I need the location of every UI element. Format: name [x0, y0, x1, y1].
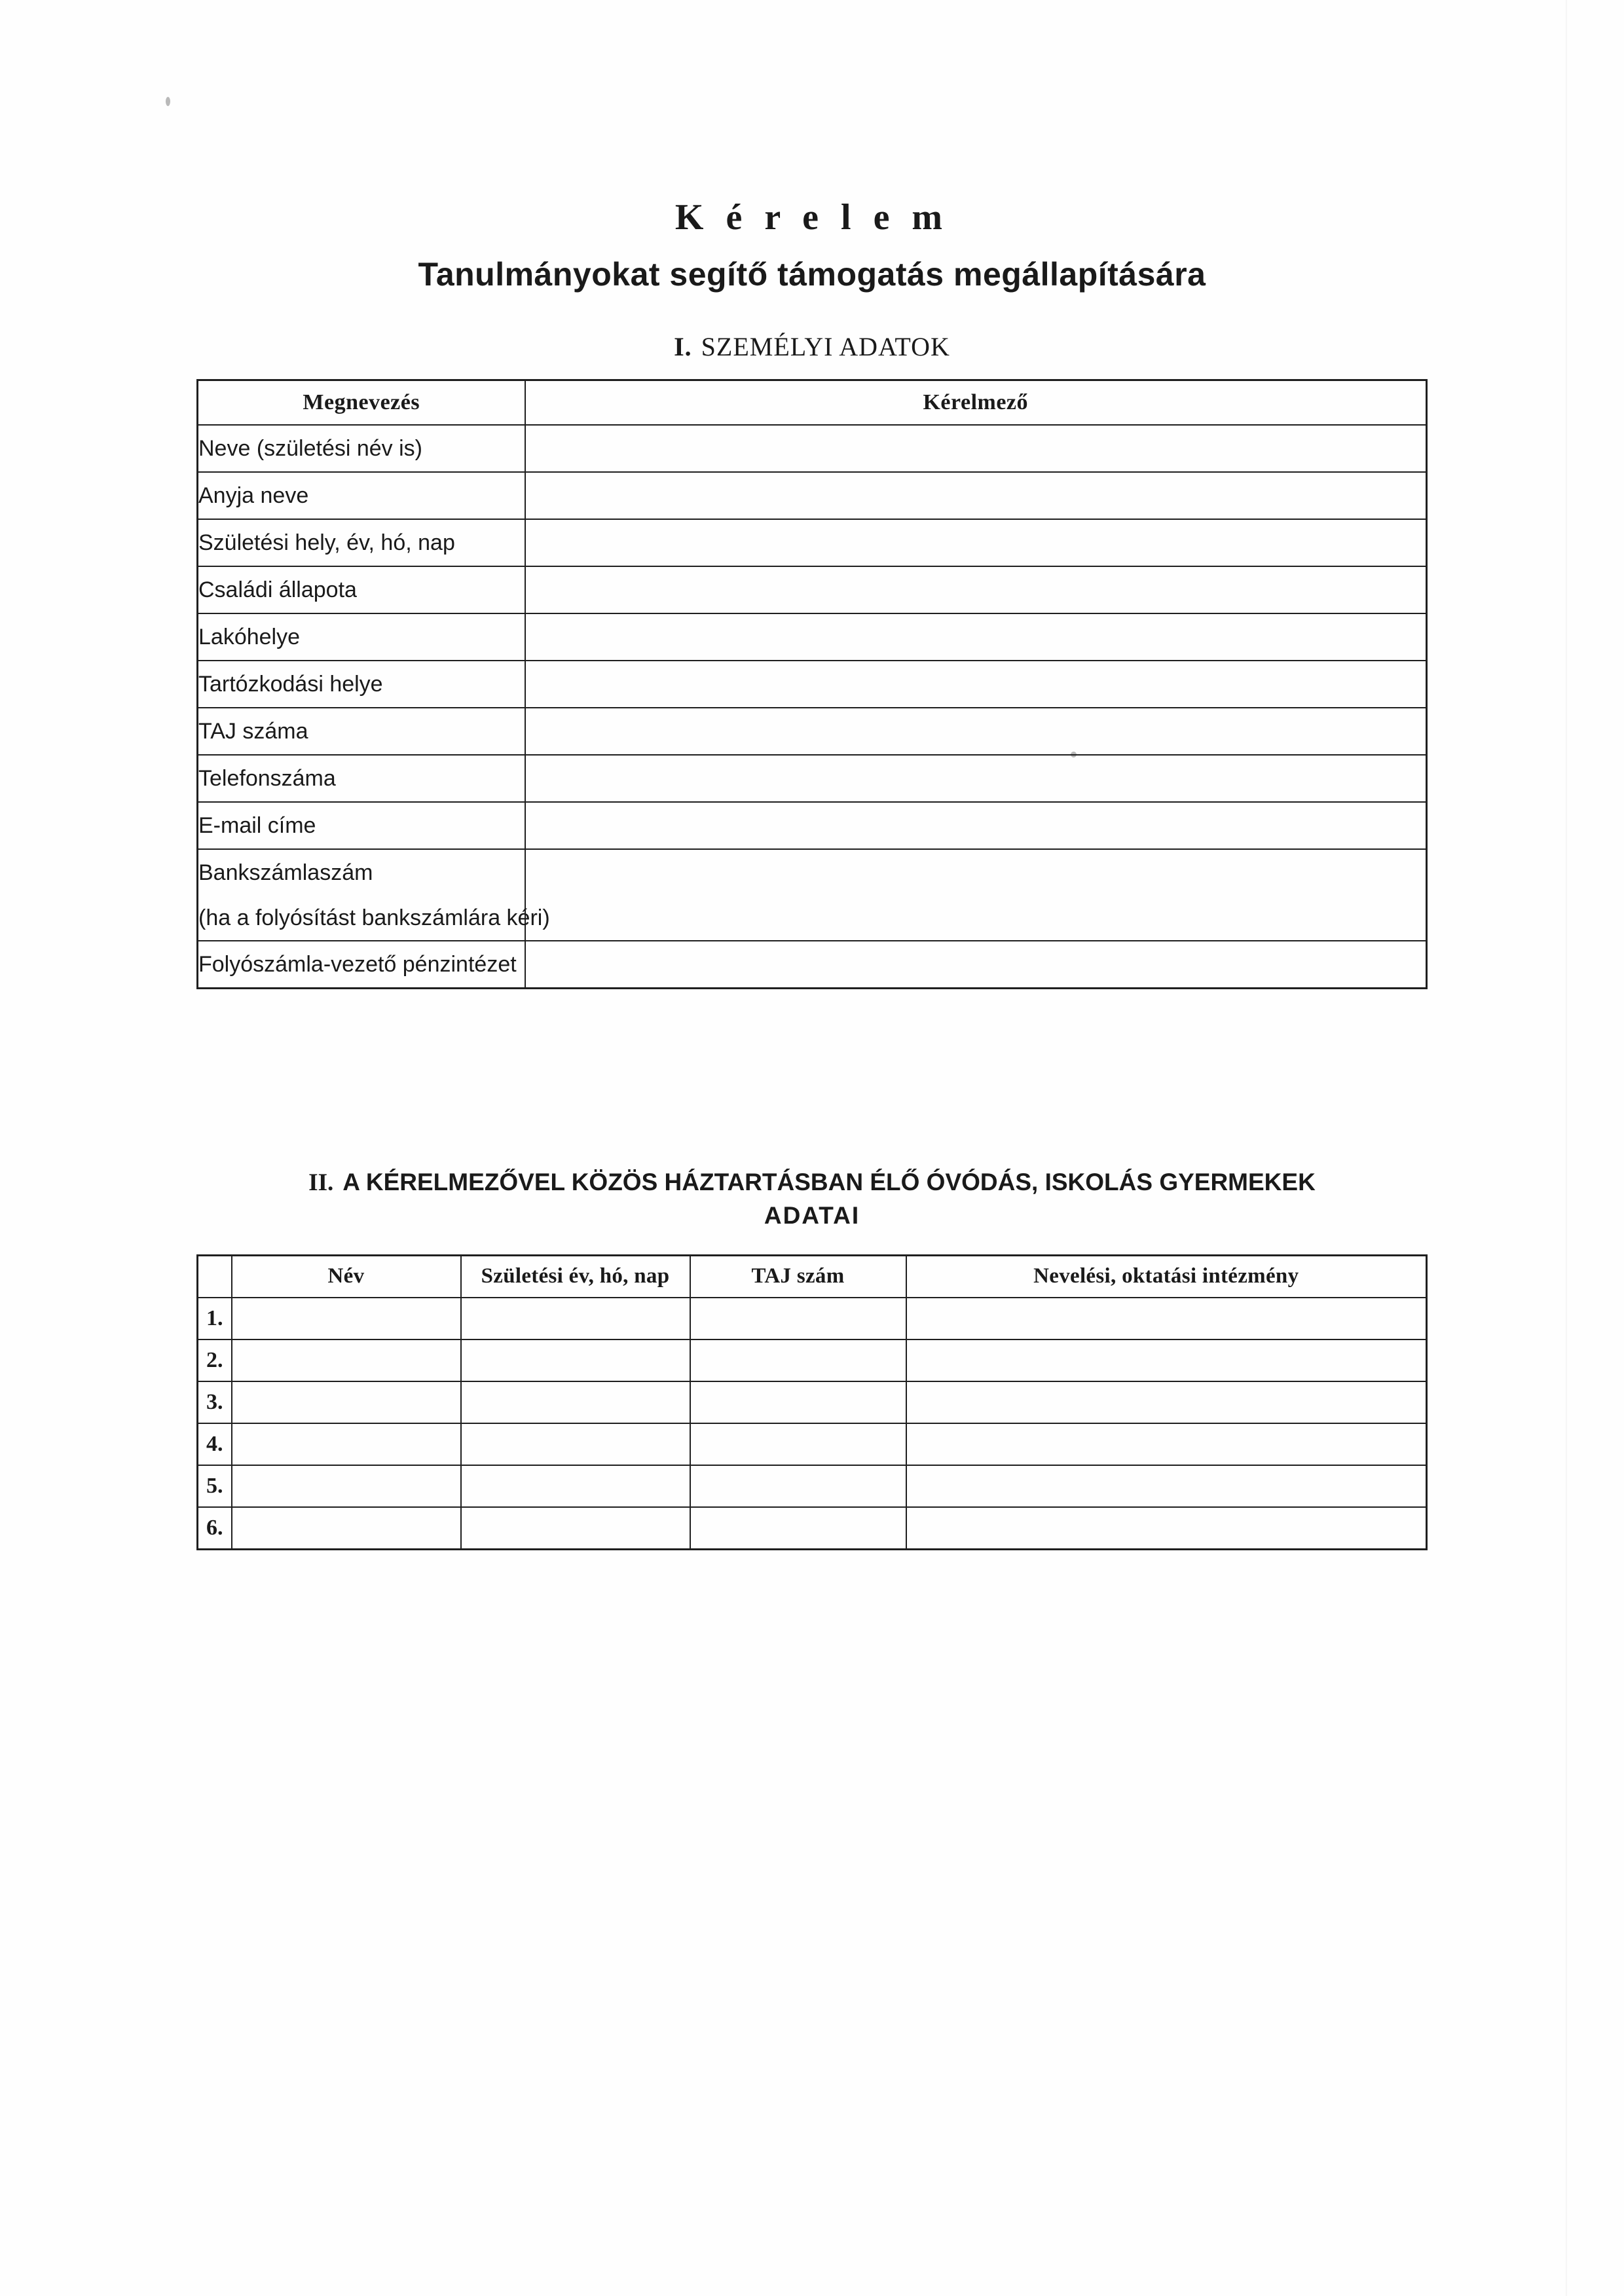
row-input-phone-number[interactable] — [525, 755, 1427, 802]
row-input-nev[interactable] — [232, 1381, 461, 1423]
column-header-taj-szam: TAJ szám — [690, 1255, 906, 1298]
row-input-intezmeny[interactable] — [906, 1339, 1427, 1381]
row-input-szuletesi-datum[interactable] — [461, 1507, 690, 1550]
row-index: 5. — [198, 1465, 232, 1507]
row-label-name: Neve (születési név is) — [198, 425, 525, 472]
row-input-temporary-address[interactable] — [525, 661, 1427, 708]
row-label-temporary-address: Tartózkodási helye — [198, 661, 525, 708]
table-row — [198, 1381, 1427, 1423]
section-ii-heading — [196, 1166, 1428, 1232]
row-index: 2. — [198, 1339, 232, 1381]
table-row — [198, 1339, 1427, 1381]
row-input-intezmeny[interactable] — [906, 1465, 1427, 1507]
table-row — [198, 425, 1427, 472]
table-row — [198, 755, 1427, 802]
scan-edge-artifact — [1566, 0, 1568, 2296]
row-input-taj-szam[interactable] — [690, 1423, 906, 1465]
page-subtitle: Tanulmányokat segítő támogatás megállapítására — [418, 256, 1206, 293]
row-label-marital-status: Családi állapota — [198, 566, 525, 613]
row-label-email: E-mail címe — [198, 802, 525, 849]
children-data-table — [196, 1254, 1428, 1550]
column-header-szuletesi-datum: Születési év, hó, nap — [461, 1255, 690, 1298]
row-label-bank-account: Bankszámlaszám — [198, 849, 525, 896]
row-input-residence[interactable] — [525, 613, 1427, 661]
section-ii-numeral: II. — [308, 1169, 334, 1196]
column-header-index — [198, 1255, 232, 1298]
table-header-row — [198, 380, 1427, 426]
table-row — [198, 613, 1427, 661]
row-index: 6. — [198, 1507, 232, 1550]
page-content — [196, 196, 1428, 1550]
table-row — [198, 472, 1427, 519]
row-input-szuletesi-datum[interactable] — [461, 1465, 690, 1507]
row-input-taj-szam[interactable] — [690, 1465, 906, 1507]
row-index: 4. — [198, 1423, 232, 1465]
row-input-bank-institution[interactable] — [525, 941, 1427, 989]
row-label-mothers-name: Anyja neve — [198, 472, 525, 519]
table-row — [198, 1423, 1427, 1465]
row-index: 1. — [198, 1298, 232, 1339]
table-row — [198, 708, 1427, 755]
row-input-nev[interactable] — [232, 1507, 461, 1550]
row-index: 3. — [198, 1381, 232, 1423]
table-row — [198, 1507, 1427, 1550]
column-header-megnevezes: Megnevezés — [198, 380, 525, 426]
row-input-taj-szam[interactable] — [690, 1381, 906, 1423]
section-ii-heading-text: A KÉRELMEZŐVEL KÖZÖS HÁZTARTÁSBAN ÉLŐ ÓVÓDÁS, ISKOLÁS GYERMEKEK — [342, 1169, 1316, 1195]
table-row — [198, 1298, 1427, 1339]
row-input-intezmeny[interactable] — [906, 1298, 1427, 1339]
row-input-szuletesi-datum[interactable] — [461, 1423, 690, 1465]
table-row — [198, 802, 1427, 849]
row-input-birth-place-date[interactable] — [525, 519, 1427, 566]
row-label-residence: Lakóhelye — [198, 613, 525, 661]
personal-data-table — [196, 379, 1428, 989]
row-input-marital-status[interactable] — [525, 566, 1427, 613]
column-header-nev: Név — [232, 1255, 461, 1298]
row-input-intezmeny[interactable] — [906, 1381, 1427, 1423]
row-input-taj-szam[interactable] — [690, 1507, 906, 1550]
row-input-name[interactable] — [525, 425, 1427, 472]
row-input-intezmeny[interactable] — [906, 1423, 1427, 1465]
row-input-nev[interactable] — [232, 1339, 461, 1381]
row-input-nev[interactable] — [232, 1465, 461, 1507]
table-header-row — [198, 1255, 1427, 1298]
row-input-bank-account[interactable] — [525, 849, 1427, 941]
row-label-taj-number: TAJ száma — [198, 708, 525, 755]
table-row — [198, 519, 1427, 566]
row-input-szuletesi-datum[interactable] — [461, 1381, 690, 1423]
row-input-intezmeny[interactable] — [906, 1507, 1427, 1550]
table-row — [198, 1465, 1427, 1507]
row-input-taj-szam[interactable] — [690, 1339, 906, 1381]
row-input-szuletesi-datum[interactable] — [461, 1339, 690, 1381]
row-input-nev[interactable] — [232, 1298, 461, 1339]
section-ii-heading-text-line2: ADATAI — [764, 1201, 860, 1229]
table-row — [198, 661, 1427, 708]
row-label-bank-institution: Folyószámla-vezető pénzintézet — [198, 941, 525, 989]
row-input-email[interactable] — [525, 802, 1427, 849]
row-input-nev[interactable] — [232, 1423, 461, 1465]
column-header-kerelmezo: Kérelmező — [525, 380, 1427, 426]
row-label-bank-account-note: (ha a folyósítást bankszámlára kéri) — [198, 896, 525, 941]
column-header-intezmeny: Nevelési, oktatási intézmény — [906, 1255, 1427, 1298]
row-input-taj-number[interactable] — [525, 708, 1427, 755]
row-label-birth-place-date: Születési hely, év, hó, nap — [198, 519, 525, 566]
row-input-taj-szam[interactable] — [690, 1298, 906, 1339]
table-row — [198, 849, 1427, 896]
scan-speck-artifact — [166, 97, 170, 106]
row-label-phone-number: Telefonszáma — [198, 755, 525, 802]
page-title: K é r e l e m — [674, 197, 950, 238]
row-input-mothers-name[interactable] — [525, 472, 1427, 519]
section-i-heading-text: SZEMÉLYI ADATOK — [701, 332, 950, 361]
row-input-szuletesi-datum[interactable] — [461, 1298, 690, 1339]
section-i-heading — [196, 331, 1428, 362]
section-i-numeral: I. — [674, 332, 692, 361]
table-row — [198, 941, 1427, 989]
table-row — [198, 566, 1427, 613]
